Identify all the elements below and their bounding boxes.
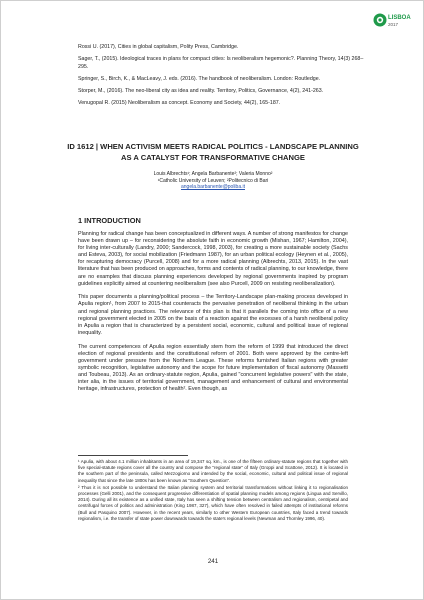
section-heading: 1 INTRODUCTION: [78, 216, 141, 225]
logo-sub: 2017: [388, 22, 399, 27]
author-block: [113, 171, 313, 191]
author-affiliations: ¹Catholic University of Leuven; ²Politecnico di Bari: [157, 177, 269, 184]
body-text: [78, 231, 348, 400]
page-number: 241: [207, 558, 219, 565]
footnotes: [78, 459, 348, 523]
logo-graphic: [373, 9, 411, 31]
reference-list: [78, 44, 368, 112]
reference-item: Venugopal R. (2015) Neoliberalism as concept. Economy and Society, 44(2), 165-187.: [78, 99, 281, 106]
paper-title: ID 1612 | WHEN ACTIVISM MEETS RADICAL POLITICS - LANDSCAPE PLANNING AS A CATALYST FOR TRANSFORMATIVE CHANGE: [67, 142, 359, 162]
body-paragraph: Planning for radical change has been conceptualized in different ways. A number of strong manifestos for change have been drawn up – for reconsidering the absolute faith in economic growth (Mishan, 1967; Hamilton, 2004), for living inter-culturally (Landry, 2000; Sandercock, 1998, 2003), for creating a more sustainable society (Sachs and Esteva, 2003), for social mobilization (Friedmann 1987), for an urban political ecology (Heynen et al., 2005), for recapturing democracy (Purcell, 2008) and for a more radical planning (Albrechts, 2013, 2015). In the vast literature that has been produced on approaches, forms and contents of radical planning, to our knowledge, there are no examples that discuss planning experiences developed by regional governments inspired by program guidelines explicitly aimed at countering neoliberalism (see also Purcell, 2009 on resisting neoliberalization).: [78, 231, 348, 287]
reference-item: Springer, S., Birch, K., & MacLeavy, J. eds. (2016). The handbook of neoliberalism. London: Routledge.: [78, 75, 321, 82]
reference-item: Storper, M., (2016). The neo-liberal city as idea and reality. Territory, Politics, Governance, 4(2), 241-263.: [78, 87, 324, 94]
footnote-item: ¹ Apulia, with about 4.1 million inhabitants in an area of 19,347 sq. km., is one of the fifteen ordinary-statute regions that together with five special-statute regions cover all the country and compose the "regional state" of Italy (Groppi and Scattone, 2012). It is located in the southern part of the peninsula, called Mezzogiorno and intended by the social, economic, cultural and political issue of regional inequality that since the late 1800s has been known as "Southern Question".: [78, 459, 348, 483]
conference-logo: [373, 9, 411, 31]
footnote-divider: [78, 455, 188, 456]
body-paragraph: The current competences of Apulia region essentially stem from the reform of 1999 that introduced the direct election of regional presidents and the constitutional reform of 2001. Both were approved by the centre-left government under pressure from the Northern League. These reforms furnished Italian regions with greater symbolic recognition, legislative autonomy and the scope for future implementation of fiscal autonomy (Massetti and Toubeau, 2013). As an ordinary-statute region, Apulia, gained "concurrent legislative powers" with the state, inter alia, in the issues of territorial government, management and enhancement of cultural and environmental heritage, infrastructures, protection of health². Even though, as: [78, 343, 348, 393]
reference-item: Sager, T., (2015). Ideological traces in plans for compact cities: Is neoliberalism hegemonic?. Planning Theory, 14(3) 268–295.: [78, 55, 364, 70]
footnote-item: ² Thus it is not possible to understand the Italian planning system and territorial transformations without linking it to regionalisation processes (Gelli 2001), and the consequent progressive differentiation of spatial planning models among regions (Lingua and Servillo, 2014). During all its existence as a unified state, Italy has seen a shifting tension between centralism and regionalism, centripetal and centrifugal forces of politics and administration (King 1987, 327), which have often resolved in failed attempts of institutional reforms (Bull and Pasquino 2007). However, in the recent years, similarly to other Western European countries, Italy faced a trend towards regionalism, i.e. the transfer of state power downwards towards the state's regional levels (Newman and Thornley 1996, 40).: [78, 484, 348, 521]
logo-text: LISBOA: [388, 15, 411, 21]
author-email-link[interactable]: angela.barbanente@poliba.it: [180, 184, 245, 191]
body-paragraph: This paper documents a planning/political process – the Territory-Landscape plan-making process developed in Apulia region¹, from 2007 to 2015-that counteracts the pervasive penetration of neoliberal thinking in the urban and regional planning practices. The relevance of this plan is that it parallels the coming into office of a new regional government elected in 2005 on the basis of a reaction against the excesses of a harsh neoliberal policy in Apulia a region that is characterized by a persistent social, economic, cultural and political issue of regional inequality.: [78, 294, 348, 336]
author-names: Louis Albrechts¹; Angela Barbanente²; Valeria Monno²: [153, 171, 273, 177]
reference-item: Rossi U. (2017), Cities in global capitalism, Polity Press, Cambridge.: [78, 44, 239, 50]
